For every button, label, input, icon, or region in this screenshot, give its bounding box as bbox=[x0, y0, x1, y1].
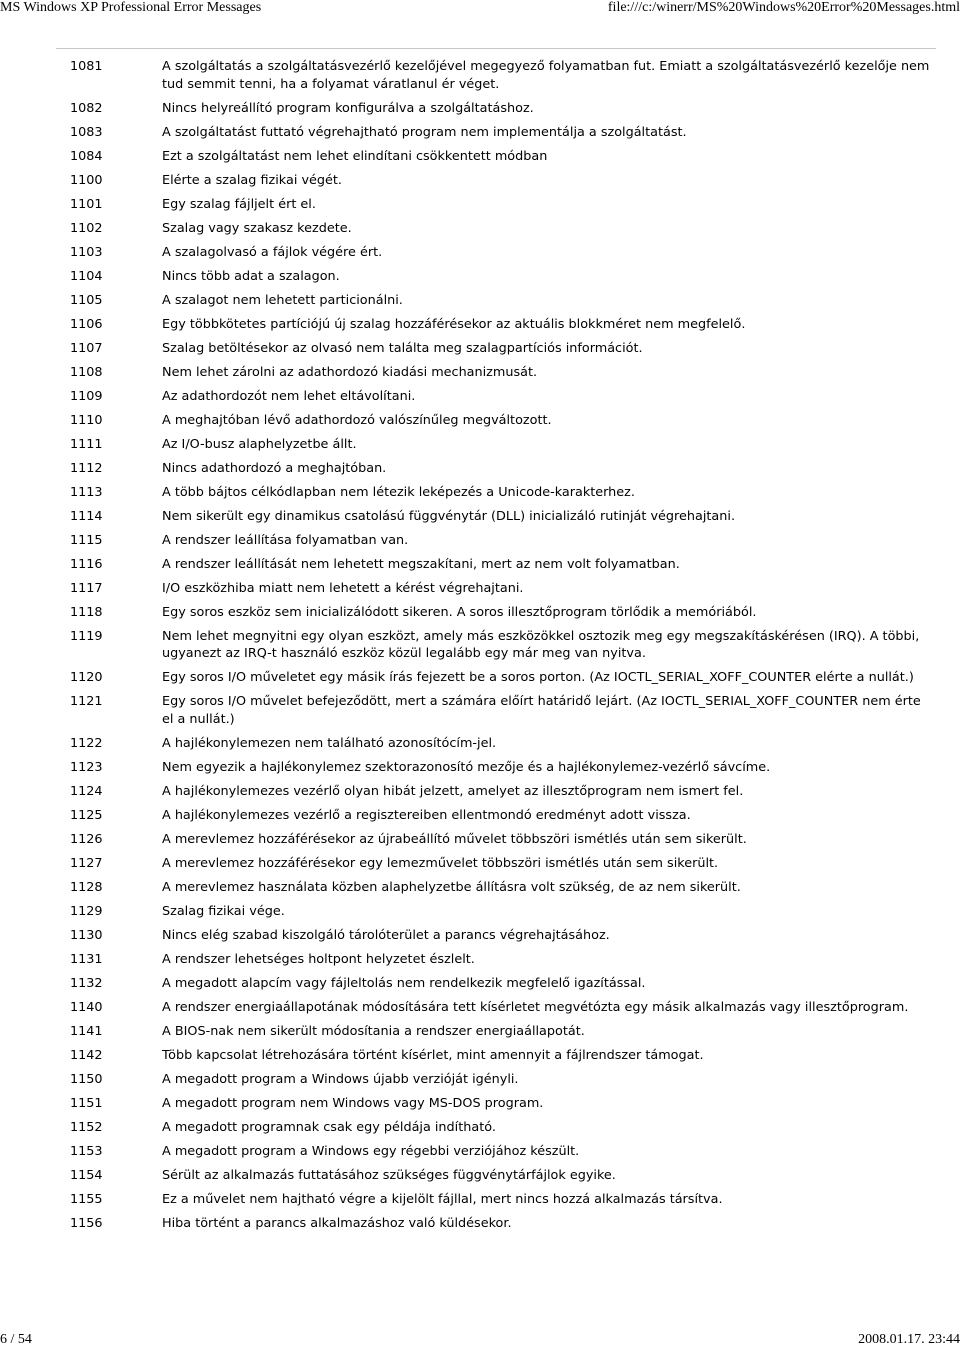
error-message: Nem sikerült egy dinamikus csatolású függvénytár (DLL) inicializáló rutinját végrehajtani. bbox=[162, 508, 736, 524]
table-row bbox=[56, 604, 936, 628]
error-message: Az I/O-busz alaphelyzetbe állt. bbox=[162, 436, 357, 452]
table-row bbox=[56, 1119, 936, 1143]
error-code: 1121 bbox=[70, 694, 103, 709]
error-message: A merevlemez használata közben alaphelyzetbe állításra volt szükség, de az nem sikerült. bbox=[162, 879, 741, 895]
table-row bbox=[56, 927, 936, 951]
error-code: 1107 bbox=[70, 340, 103, 356]
error-message: A szalagolvasó a fájlok végére ért. bbox=[162, 244, 383, 260]
error-message: A szolgáltatás a szolgáltatásvezérlő kezelőjével megegyező folyamatban fut. Emiatt a szolgáltatásvezérlő kezelője nem tud semmit tenni, ha a folyamat váratlanul ér véget. bbox=[162, 59, 930, 92]
table-row bbox=[56, 580, 936, 604]
table-row bbox=[56, 124, 936, 148]
error-message: A hajlékonylemezes vezérlő a regisztereiben ellentmondó eredményt adott vissza. bbox=[162, 807, 691, 823]
error-code: 1155 bbox=[70, 1191, 103, 1207]
error-message: A meghajtóban lévő adathordozó valószínűleg megváltozott. bbox=[162, 412, 552, 428]
error-code: 1126 bbox=[70, 831, 103, 847]
error-code: 1114 bbox=[70, 508, 103, 524]
table-row bbox=[56, 460, 936, 484]
table-row bbox=[56, 879, 936, 903]
error-message: Ezt a szolgáltatást nem lehet elindítani csökkentett módban bbox=[162, 148, 548, 164]
error-message: A megadott program a Windows újabb verzióját igényli. bbox=[162, 1071, 519, 1087]
table-row bbox=[56, 412, 936, 436]
error-message: Nem lehet megnyitni egy olyan eszközt, amely más eszközökkel osztozik meg egy megszakításkérésen (IRQ). A többi, ugyanezt az IRQ-t használó eszköz közül legalább egy már meg van nyitva. bbox=[162, 628, 920, 661]
table-row bbox=[56, 1143, 936, 1167]
error-message: Nincs adathordozó a meghajtóban. bbox=[162, 460, 387, 476]
document-url: file:///c:/winerr/MS%20Windows%20Error%20Messages.html bbox=[607, 0, 960, 15]
table-row bbox=[56, 831, 936, 855]
error-code: 1102 bbox=[70, 220, 103, 236]
error-message: Egy többkötetes partíciójú új szalag hozzáférésekor az aktuális blokkméret nem megfelelő. bbox=[162, 316, 746, 332]
error-message: A merevlemez hozzáférésekor egy lemezművelet többszöri ismétlés után sem sikerült. bbox=[162, 855, 719, 871]
table-row bbox=[56, 316, 936, 340]
table-row bbox=[56, 364, 936, 388]
error-code: 1081 bbox=[70, 59, 103, 74]
error-code-table bbox=[56, 48, 936, 1239]
table-row bbox=[56, 1191, 936, 1215]
table-row bbox=[56, 172, 936, 196]
error-code: 1125 bbox=[70, 807, 103, 823]
table-row bbox=[56, 484, 936, 508]
error-message: A BIOS-nak nem sikerült módosítania a rendszer energiaállapotát. bbox=[162, 1023, 585, 1039]
error-code: 1124 bbox=[70, 783, 103, 799]
table-row bbox=[56, 693, 936, 735]
table-row bbox=[56, 1215, 936, 1239]
page-footer bbox=[0, 1332, 960, 1350]
error-code: 1111 bbox=[70, 436, 103, 452]
error-code: 1132 bbox=[70, 975, 103, 991]
table-row bbox=[56, 975, 936, 999]
error-code: 1100 bbox=[70, 172, 103, 188]
error-code: 1106 bbox=[70, 316, 103, 332]
error-message: Szalag betöltésekor az olvasó nem találta meg szalagpartíciós információt. bbox=[162, 340, 643, 356]
error-code: 1153 bbox=[70, 1143, 103, 1159]
error-code: 1129 bbox=[70, 903, 103, 919]
error-message: Szalag fizikai vége. bbox=[162, 903, 285, 919]
table-row bbox=[56, 196, 936, 220]
error-code: 1120 bbox=[70, 670, 103, 685]
error-code: 1108 bbox=[70, 364, 103, 380]
error-message: Nincs helyreállító program konfigurálva a szolgáltatáshoz. bbox=[162, 100, 534, 116]
error-code: 1105 bbox=[70, 292, 103, 308]
table-row bbox=[56, 903, 936, 927]
table-row bbox=[56, 268, 936, 292]
error-code: 1116 bbox=[70, 556, 103, 572]
error-message: A rendszer leállítása folyamatban van. bbox=[162, 532, 409, 548]
table-row bbox=[56, 292, 936, 316]
error-message: A megadott programnak csak egy példája indítható. bbox=[162, 1119, 496, 1135]
error-message: Egy soros I/O műveletet egy másik írás fejezett be a soros porton. (Az IOCTL_SERIAL_XOFF_COUNTER elérte a nullát.) bbox=[162, 670, 914, 685]
table-row bbox=[56, 508, 936, 532]
table-row bbox=[56, 388, 936, 412]
error-message: Nincs elég szabad kiszolgáló tárolóterület a parancs végrehajtásához. bbox=[162, 927, 610, 943]
error-message: A rendszer lehetséges holtpont helyzetet észlelt. bbox=[162, 951, 475, 967]
table-row bbox=[56, 669, 936, 693]
table-row bbox=[56, 220, 936, 244]
table-row bbox=[56, 759, 936, 783]
error-code: 1103 bbox=[70, 244, 103, 260]
document-title: MS Windows XP Professional Error Messages bbox=[0, 0, 262, 15]
error-code: 1151 bbox=[70, 1095, 103, 1111]
table-row bbox=[56, 148, 936, 172]
error-code: 1119 bbox=[70, 628, 103, 644]
error-code: 1142 bbox=[70, 1047, 103, 1063]
error-code: 1122 bbox=[70, 735, 103, 751]
error-code: 1141 bbox=[70, 1023, 103, 1039]
error-message: I/O eszközhiba miatt nem lehetett a kérést végrehajtani. bbox=[162, 580, 524, 596]
error-message: Nem egyezik a hajlékonylemez szektorazonosító mezője és a hajlékonylemez-vezérlő sávcíme. bbox=[162, 759, 771, 775]
table-row bbox=[56, 340, 936, 364]
error-message: Nincs több adat a szalagon. bbox=[162, 268, 340, 284]
error-code: 1131 bbox=[70, 951, 103, 967]
table-row bbox=[56, 1167, 936, 1191]
error-code: 1104 bbox=[70, 268, 103, 284]
table-row bbox=[56, 49, 936, 100]
error-code: 1082 bbox=[70, 100, 103, 116]
error-code: 1154 bbox=[70, 1167, 103, 1183]
error-code: 1115 bbox=[70, 532, 103, 548]
error-message: Elérte a szalag fizikai végét. bbox=[162, 172, 342, 188]
error-message: A megadott alapcím vagy fájleltolás nem rendelkezik megfelelő igazítással. bbox=[162, 975, 646, 991]
error-message: A több bájtos célkódlapban nem létezik leképezés a Unicode-karakterhez. bbox=[162, 484, 635, 500]
error-message: A szolgáltatást futtató végrehajtható program nem implementálja a szolgáltatást. bbox=[162, 124, 687, 140]
error-code: 1123 bbox=[70, 759, 103, 775]
error-code: 1140 bbox=[70, 999, 103, 1015]
error-code: 1127 bbox=[70, 855, 103, 871]
error-code: 1150 bbox=[70, 1071, 103, 1087]
table-row bbox=[56, 1047, 936, 1071]
table-row bbox=[56, 951, 936, 975]
error-message: Egy soros I/O művelet befejeződött, mert a számára előírt határidő lejárt. (Az IOCTL_SERIAL_XOFF_COUNTER nem érte el a nullát.) bbox=[162, 694, 921, 727]
error-message: A hajlékonylemezen nem található azonosítócím-jel. bbox=[162, 735, 497, 751]
error-message: Ez a művelet nem hajtható végre a kijelölt fájllal, mert nincs hozzá alkalmazás társítva. bbox=[162, 1191, 723, 1207]
error-code: 1084 bbox=[70, 148, 103, 164]
error-message: A megadott program nem Windows vagy MS-DOS program. bbox=[162, 1095, 544, 1111]
error-message: A szalagot nem lehetett particionálni. bbox=[162, 292, 403, 308]
error-code: 1109 bbox=[70, 388, 103, 404]
error-message: A rendszer energiaállapotának módosítására tett kísérletet megvétózta egy másik alkalmazás vagy illesztőprogram. bbox=[162, 999, 909, 1015]
table-row bbox=[56, 556, 936, 580]
table-row bbox=[56, 628, 936, 670]
error-message: A hajlékonylemezes vezérlő olyan hibát jelzett, amelyet az illesztőprogram nem ismert fel. bbox=[162, 783, 744, 799]
error-message: Nem lehet zárolni az adathordozó kiadási mechanizmusát. bbox=[162, 364, 538, 380]
error-code: 1112 bbox=[70, 460, 103, 476]
error-message: Szalag vagy szakasz kezdete. bbox=[162, 220, 352, 236]
table-row bbox=[56, 436, 936, 460]
error-code: 1152 bbox=[70, 1119, 103, 1135]
table-row bbox=[56, 999, 936, 1023]
error-code: 1156 bbox=[70, 1215, 103, 1231]
error-code: 1130 bbox=[70, 927, 103, 943]
error-message: A megadott program a Windows egy régebbi verziójához készült. bbox=[162, 1143, 580, 1159]
table-row bbox=[56, 1023, 936, 1047]
error-message: Hiba történt a parancs alkalmazáshoz való küldésekor. bbox=[162, 1215, 512, 1231]
page-header bbox=[0, 0, 960, 22]
table-row bbox=[56, 783, 936, 807]
error-message: Egy soros eszköz sem inicializálódott sikeren. A soros illesztőprogram törlődik a memóriából. bbox=[162, 604, 757, 620]
page-number: 6 / 54 bbox=[0, 1332, 32, 1347]
error-code: 1118 bbox=[70, 604, 103, 620]
table-row bbox=[56, 735, 936, 759]
error-message: Az adathordozót nem lehet eltávolítani. bbox=[162, 388, 416, 404]
error-message: A rendszer leállítását nem lehetett megszakítani, mert az nem volt folyamatban. bbox=[162, 556, 680, 572]
error-message: A merevlemez hozzáférésekor az újrabeállító művelet többszöri ismétlés után sem sikerült. bbox=[162, 831, 747, 847]
error-message: Egy szalag fájljelt ért el. bbox=[162, 196, 316, 212]
table-row bbox=[56, 532, 936, 556]
print-datetime: 2008.01.17. 23:44 bbox=[858, 1332, 960, 1347]
error-message: Sérült az alkalmazás futtatásához szükséges függvénytárfájlok egyike. bbox=[162, 1167, 616, 1183]
table-row bbox=[56, 855, 936, 879]
table-row bbox=[56, 100, 936, 124]
error-code: 1117 bbox=[70, 580, 103, 596]
table-row bbox=[56, 1071, 936, 1095]
error-code: 1128 bbox=[70, 879, 103, 895]
error-message: Több kapcsolat létrehozására történt kísérlet, mint amennyit a fájlrendszer támogat. bbox=[162, 1047, 704, 1063]
table-row bbox=[56, 807, 936, 831]
error-code: 1083 bbox=[70, 124, 103, 140]
table-row bbox=[56, 1095, 936, 1119]
error-code: 1113 bbox=[70, 484, 103, 500]
error-code: 1101 bbox=[70, 196, 103, 212]
error-code: 1110 bbox=[70, 412, 103, 428]
table-row bbox=[56, 244, 936, 268]
